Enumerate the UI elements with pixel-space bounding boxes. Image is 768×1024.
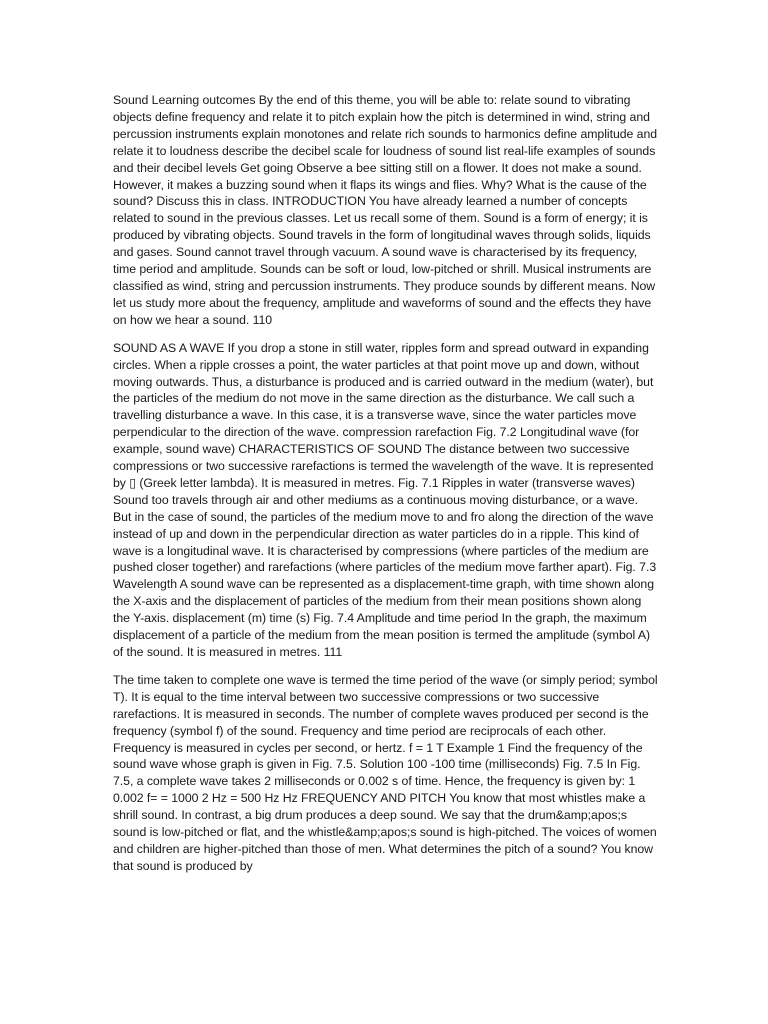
paragraph-time-period: The time taken to complete one wave is termed the time period of the wave (or simply period; symbol T). It is equal to the time interval between two successive compressions or two successive rarefactions. It is measured in seconds. The number of complete waves produced per second is the frequency (symbol f) of the sound. Frequency and time period are reciprocals of each other. Frequency is measured in cycles per second, or hertz. f = 1 T Example 1 Find the frequency of the sound wave whose graph is given in Fig. 7.5. Solution 100 -100 time (milliseconds) Fig. 7.5 In Fig. 7.5, a complete wave takes 2 milliseconds or 0.002 s of time. Hence, the frequency is given by: 1 0.002 f= = 1000 2 Hz = 500 Hz Hz FREQUENCY AND PITCH You know that most whistles make a shrill sound. In contrast, a big drum produces a deep sound. We say that the drum&amp;apos;s sound is low-pitched or flat, and the whistle&amp;apos;s sound is high-pitched. The voices of women and children are higher-pitched than those of men. What determines the pitch of a sound? You know that sound is produced by	[113, 672, 658, 873]
paragraph-learning-outcomes: Sound Learning outcomes By the end of this theme, you will be able to: relate sound to vibrating objects define frequency and relate it to pitch explain how the pitch is determined in wind, string and percussion instruments explain monotones and relate rich sounds to harmonics define amplitude and relate it to loudness describe the decibel scale for loudness of sound list real-life examples of sounds and their decibel levels Get going Observe a bee sitting still on a flower. It does not make a sound. However, it makes a buzzing sound when it flaps its wings and flies. Why? What is the cause of the sound? Discuss this in class. INTRODUCTION You have already learned a number of concepts related to sound in the previous classes. Let us recall some of them. Sound is a form of energy; it is produced by vibrating objects. Sound travels in the form of longitudinal waves through solids, liquids and gases. Sound cannot travel through vacuum. A sound wave is characterised by its frequency, time period and amplitude. Sounds can be soft or loud, low-pitched or shrill. Musical instruments are classified as wind, string and percussion instruments. They produce sounds by different means. Now let us study more about the frequency, amplitude and waveforms of sound and the effects they have on how we hear a sound. 110	[113, 93, 658, 327]
paragraph-sound-as-a-wave: SOUND AS A WAVE If you drop a stone in still water, ripples form and spread outward in expanding circles. When a ripple crosses a point, the water particles at that point move up and down, without moving outwards. Thus, a disturbance is produced and is carried outward in the medium (water), but the particles of the medium do not move in the same direction as the disturbance. We call such a travelling disturbance a wave. In this case, it is a transverse wave, since the water particles move perpendicular to the direction of the wave. compression rarefaction Fig. 7.2 Longitudinal wave (for example, sound wave) CHARACTERISTICS OF SOUND The distance between two successive compressions or two successive rarefactions is termed the wavelength of the wave. It is represented by ▯ (Greek letter lambda). It is measured in metres. Fig. 7.1 Ripples in water (transverse waves) Sound too travels through air and other mediums as a continuous moving disturbance, or a wave. But in the case of sound, the particles of the medium move to and fro along the direction of the wave instead of up and down in the perpendicular direction as water particles do in a ripple. This kind of wave is a longitudinal wave. It is characterised by compressions (where particles of the medium are pushed closer together) and rarefactions (where particles of the medium move farther apart). Fig. 7.3 Wavelength A sound wave can be represented as a displacement-time graph, with time shown along the X-axis and the displacement of particles of the medium from their mean positions shown along the Y-axis. displacement (m) time (s) Fig. 7.4 Amplitude and time period In the graph, the maximum displacement of a particle of the medium from the mean position is termed the amplitude (symbol A) of the sound. It is measured in metres. 111	[113, 340, 657, 659]
document-page	[113, 92, 658, 886]
